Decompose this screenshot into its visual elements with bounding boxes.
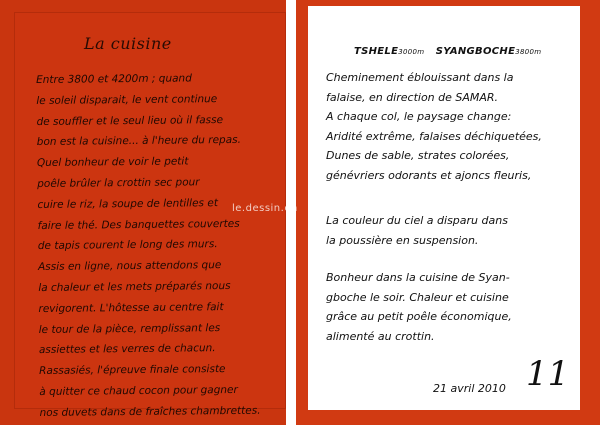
left-page-title: La cuisine [84, 34, 172, 53]
left-page-text: Entre 3800 et 4200m ; quand le soleil disparait, le vent continue de souffler et le seul lieu où il fasse bon est la cuisine... à l'heure du repas. Quel bonheur de voir le petit poêle brûler la crottin sec pour cuire le riz, la soupe de lentilles et faire le thé. Des banquettes couvertes de tapis courent le long des murs. Assis en ligne, nous attendons que la chaleur et les mets préparés nous revigorent. L'hôtesse au centre fait le tour de la pièce, remplissant les assiettes et les verres de chacun. Rassasiés, l'épreuve finale consiste à quitter ce chaud cocon pour gagner nos duvets dans de fraîches chambrettes. [36, 72, 261, 419]
right-paragraph-3: Bonheur dans la cuisine de Syan- gboche le soir. Chaleur et cuisine grâce au petit poêle économique, alimenté au crottin. [326, 271, 512, 343]
right-page-heading [354, 46, 541, 57]
date-label: 21 avril 2010 [433, 382, 506, 395]
right-paragraph-1: Cheminement éblouissant dans la falaise, en direction de SAMAR. A chaque col, le paysage change: Aridité extrême, falaises déchiquetées, Dunes de sable, strates colorées, génévriers odorants et ajoncs fleuris, [326, 71, 542, 182]
right-paragraph-2: La couleur du ciel a disparu dans la poussière en suspension. [326, 214, 508, 247]
right-page [296, 0, 600, 425]
heading-place-2: SYANGBOCHE [435, 46, 516, 57]
heading-altitude-1: 3000m [398, 48, 425, 56]
watermark-text: le.dessin.en [232, 203, 298, 214]
heading-place-1: TSHELE [354, 46, 399, 57]
page-number: 11 [526, 354, 570, 394]
heading-altitude-2: 3800m [515, 48, 542, 56]
right-page-paper [308, 6, 580, 410]
